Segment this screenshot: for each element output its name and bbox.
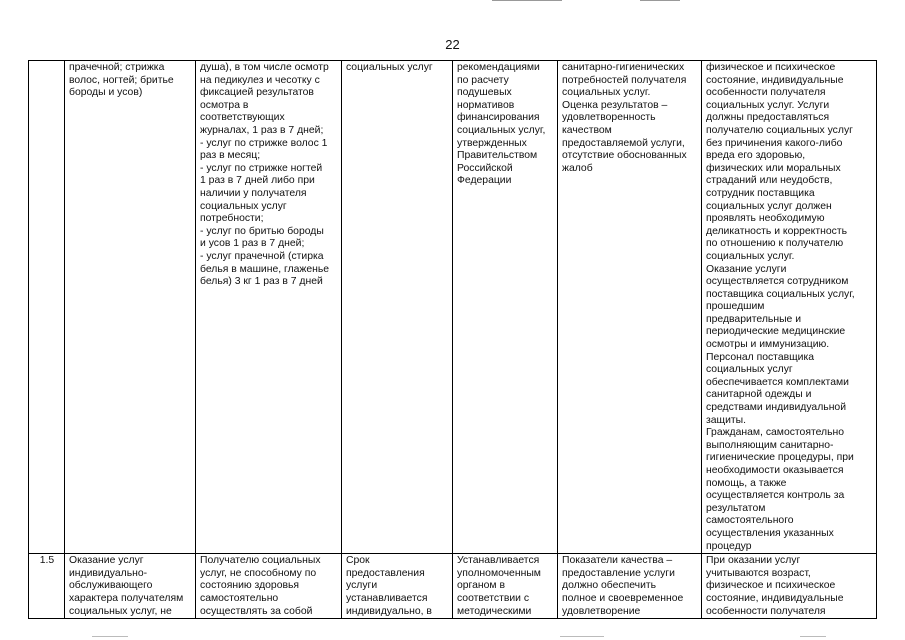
- row-number-cell: [29, 61, 65, 554]
- top-edge-mark: [492, 0, 562, 1]
- service-term-cell: социальных услуг: [342, 61, 453, 554]
- bottom-edge-mark: [92, 636, 128, 637]
- bottom-edge-mark: [800, 636, 826, 637]
- service-content-cell: душа), в том числе осмотр на педикулез и чесотку с фиксацией результатов осмотра в соответствующих журналах, 1 раз в 7 дней; - услуг по стрижке волос 1 раз в месяц; - услуг по стрижке ногтей 1 раз в 7 дней либо при наличии у получателя социальных услуг потребности; - услуг по бритью бороды и усов 1 раз в 7 дней; - услуг прачечной (стирка белья в машине, глаженье белья) 3 кг 1 раз в 7 дней: [196, 61, 342, 554]
- bottom-edge-mark: [560, 636, 604, 637]
- row-number-cell: 1.5: [29, 554, 65, 619]
- top-edge-mark: [640, 0, 680, 1]
- service-conditions-cell: физическое и психическое состояние, индивидуальные особенности получателя социальных услуг. Услуги должны предоставляться получателю социальных услуг без причинения какого-либо вреда его здоровью, физических или моральных страданий или неудобств, сотрудник поставщика социальных услуг должен проявлять необходимую деликатность и корректность по отношению к получателю социальных услуг. Оказание услуги осуществляется сотрудником поставщика социальных услуг, прошедшим предварительные и периодические медицинские осмотры и иммунизацию. Персонал поставщика социальных услуг обеспечивается комплектами санитарной одежды и средствами индивидуальной защиты. Гражданам, самостоятельно выполняющим санитарно- гигиенические процедуры, при необходимости оказывается помощь, а также осуществляется контроль за результатом самостоятельного осуществления указанных процедур: [702, 61, 877, 554]
- table-row-1-5: [29, 554, 877, 619]
- service-cost-cell: рекомендациями по расчету подушевых нормативов финансирования социальных услуг, утвержденных Правительством Российской Федерации: [453, 61, 558, 554]
- table-row-continuation: [29, 61, 877, 554]
- service-content-cell: Получателю социальных услуг, не способному по состоянию здоровья самостоятельно осуществлять за собой: [196, 554, 342, 619]
- quality-indicators-cell: Показатели качества – предоставление услуги должно обеспечить полное и своевременное удовлетворение: [558, 554, 702, 619]
- service-name-cell: Оказание услуг индивидуально- обслуживающего характера получателям социальных услуг, не: [65, 554, 196, 619]
- service-conditions-cell: При оказании услуг учитываются возраст, физическое и психическое состояние, индивидуальные особенности получателя: [702, 554, 877, 619]
- quality-indicators-cell: санитарно-гигиенических потребностей получателя социальных услуг. Оценка результатов – удовлетворенность качеством предоставляемой услуги, отсутствие обоснованных жалоб: [558, 61, 702, 554]
- services-table: [28, 60, 877, 619]
- service-name-cell: прачечной; стрижка волос, ногтей; бритье бороды и усов): [65, 61, 196, 554]
- service-term-cell: Срок предоставления услуги устанавливается индивидуально, в: [342, 554, 453, 619]
- page-number: 22: [445, 37, 460, 52]
- service-cost-cell: Устанавливается уполномоченным органом в соответствии с методическими: [453, 554, 558, 619]
